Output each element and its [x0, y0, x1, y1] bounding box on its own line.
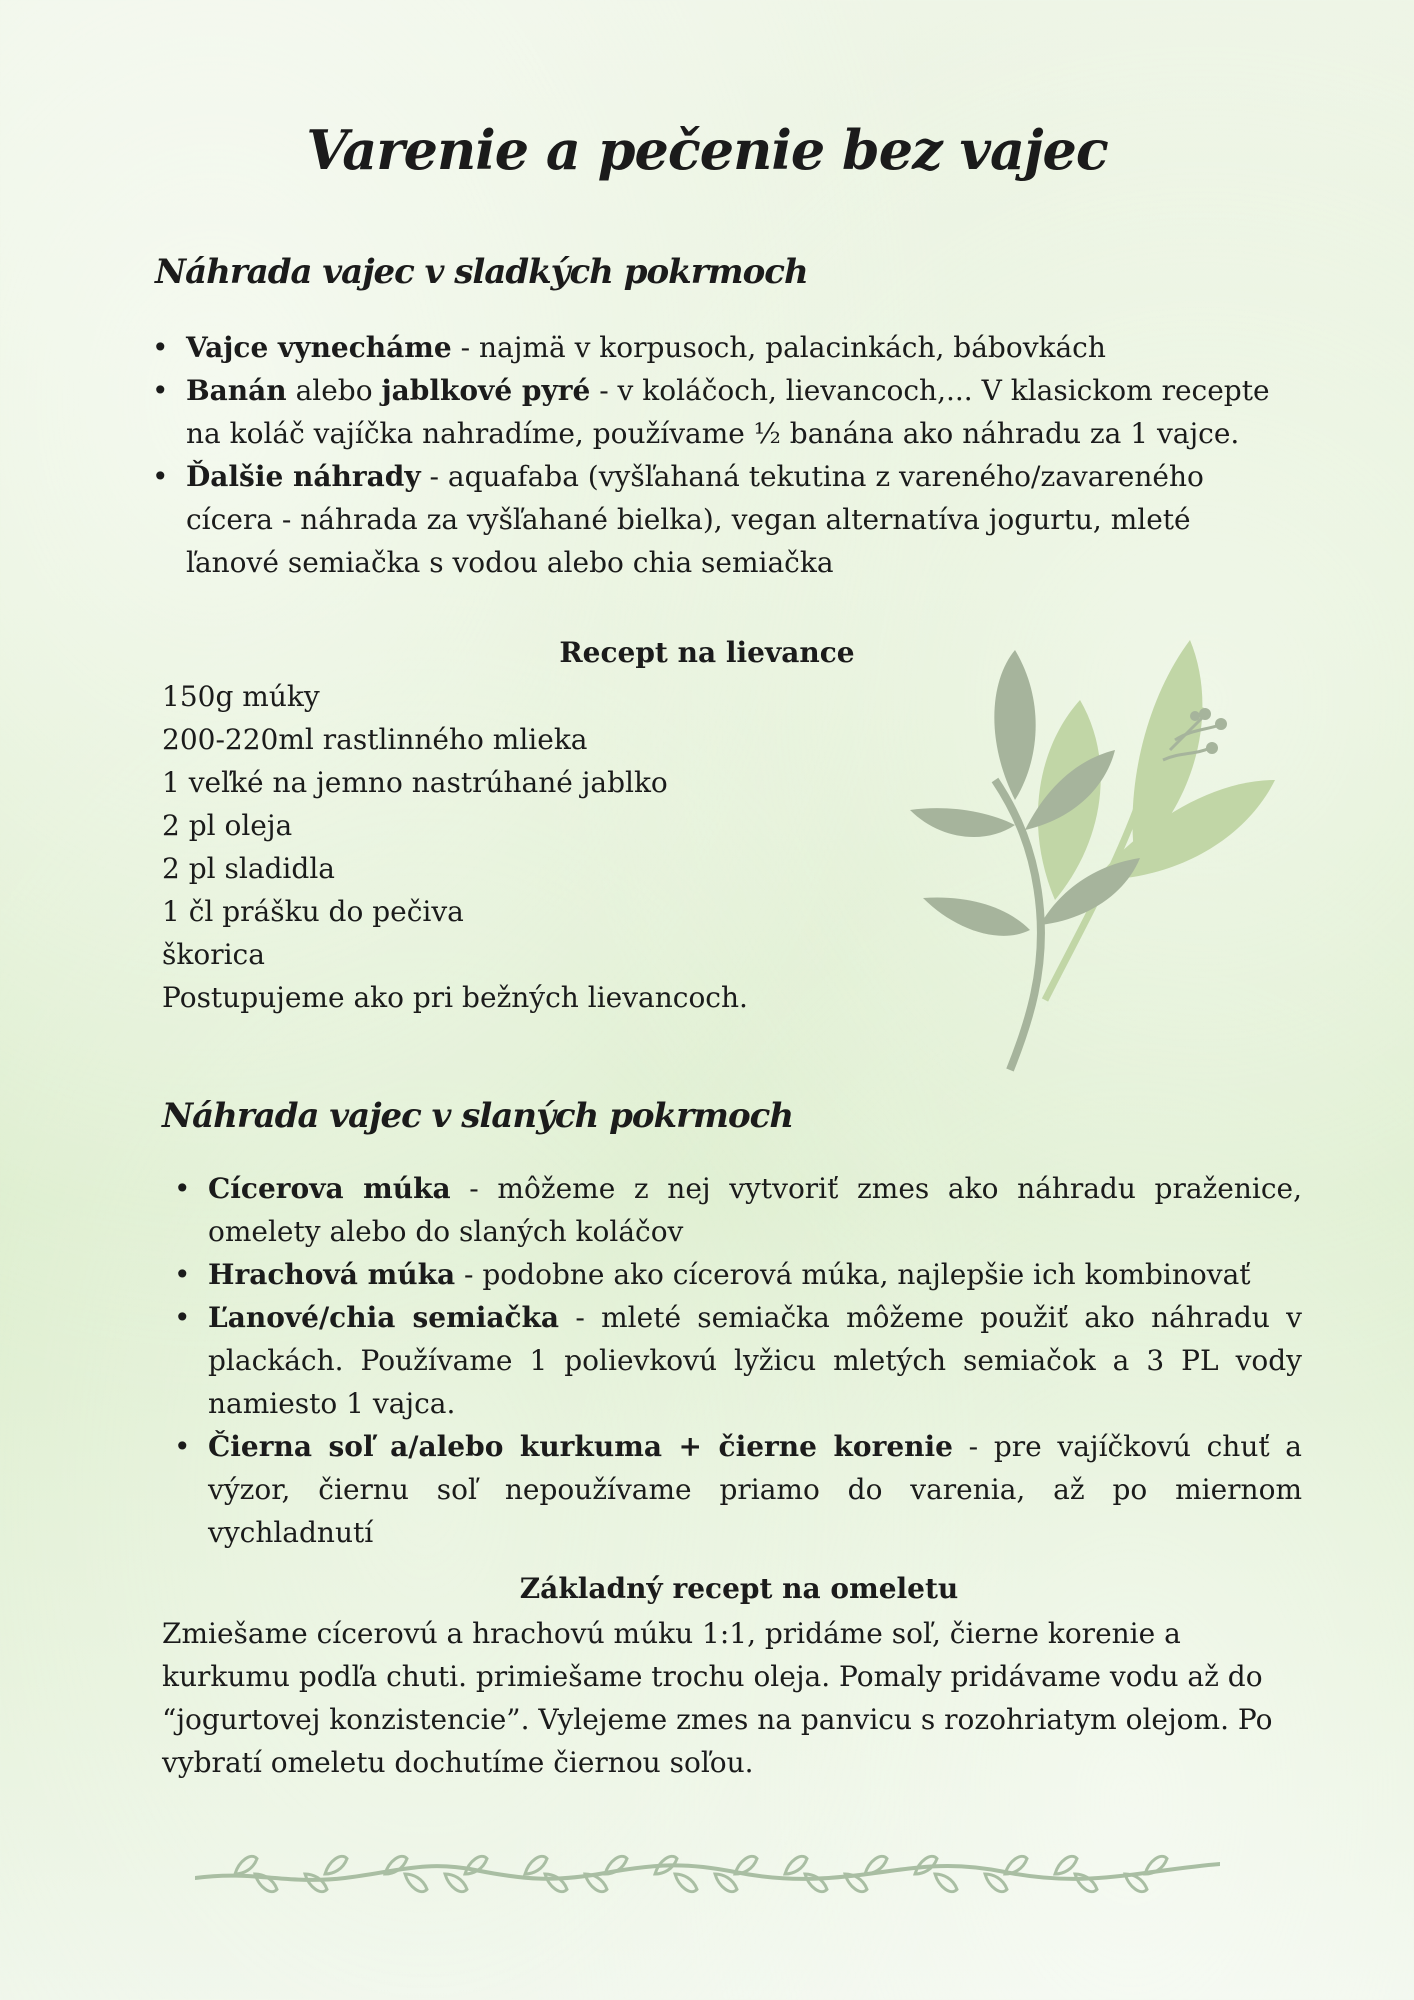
vine-leaf: [785, 1856, 807, 1874]
bullet-icon: •: [152, 331, 169, 364]
list-item: [152, 455, 1271, 584]
item-text: - môžeme z nej vytvoriť zmes ako náhradu praženice, omelety alebo do slaných koláčov: [208, 1172, 1302, 1248]
vine-leaf: [445, 1874, 467, 1892]
bullet-icon: •: [152, 460, 169, 493]
bullet-icon: •: [174, 1301, 191, 1334]
page-title: Varenie a pečenie bez vajec: [306, 118, 1108, 182]
vine-leaf: [305, 1874, 327, 1892]
vine-leaf: [405, 1874, 427, 1892]
bullet-icon: •: [152, 374, 169, 407]
item-text: - podobne ako cícerová múka, najlepšie ich kombinovať: [455, 1258, 1251, 1291]
ingredient-line: Postupujeme ako pri bežných lievancoch.: [162, 981, 748, 1014]
item-term: Cícerova múka: [208, 1172, 451, 1205]
list-item: [174, 1296, 1302, 1425]
ingredient-line: 150g múky: [162, 680, 320, 713]
pancake-ingredients: [162, 675, 748, 1019]
leaf-branch-icon: [905, 640, 1285, 1080]
item-text: - v koláčoch, lievancoch,... V klasickom recepte na koláč vajíčka nahradíme, používame ½ banána ako náhradu za 1 vajce.: [186, 374, 1270, 450]
pancake-recipe-heading: Recept na lievance: [559, 636, 855, 669]
ingredient-line: 2 pl sladidla: [162, 852, 335, 885]
ingredient-line: 1 čl prášku do pečiva: [162, 895, 464, 928]
item-term: Banán: [186, 374, 287, 407]
item-text: - mleté semiačka môžeme použiť ako náhradu v plackách. Používame 1 polievkovú lyžicu mletých semiačok a 3 PL vody namiesto 1 vajca.: [208, 1301, 1302, 1420]
item-term: Hrachová múka: [208, 1258, 456, 1291]
list-item: [174, 1167, 1302, 1253]
item-text: - najmä v korpusoch, palacinkách, bábovkách: [451, 331, 1106, 364]
ingredient-line: 2 pl oleja: [162, 809, 293, 842]
list-item: [174, 1425, 1302, 1554]
bullet-icon: •: [174, 1258, 191, 1291]
vine-leaf: [325, 1856, 347, 1874]
item-term: Ďalšie náhrady: [186, 460, 421, 493]
sweet-list: [152, 326, 1271, 584]
item-term: Ľanové/chia semiačka: [208, 1301, 560, 1334]
ingredient-line: škorica: [162, 938, 265, 971]
item-term: jablkové pyré: [381, 374, 591, 407]
item-term: Čierna soľ a/alebo kurkuma + čierne korenie: [208, 1430, 953, 1463]
ingredient-line: 1 veľké na jemno nastrúhané jablko: [162, 766, 668, 799]
item-text: - pre vajíčkovú chuť a výzor, čiernu soľ nepoužívame priamo do varenia, až po miernom vychladnutí: [208, 1430, 1302, 1549]
vine-leaf: [675, 1874, 697, 1892]
vine-leaf: [985, 1874, 1007, 1892]
vine-leaf: [715, 1874, 737, 1892]
vine-leaf: [235, 1856, 257, 1874]
list-item: [174, 1253, 1302, 1296]
item-text: - aquafaba (vyšľahaná tekutina z vareného/zavareného cícera - náhrada za vyšľahané bielka), vegan alternatíva jogurtu, mleté ľanové semiačka s vodou alebo chia semiačka: [186, 460, 1204, 579]
list-item: [152, 326, 1271, 369]
vine-leaf: [525, 1856, 547, 1874]
sweet-heading: Náhrada vajec v sladkých pokrmoch: [155, 252, 808, 292]
omelette-recipe-text: Zmiešame cícerovú a hrachovú múku 1:1, pridáme soľ, čierne korenie a kurkumu podľa chuti. primiešame trochu oleja. Pomaly pridávame vodu až do “jogurtovej konzistencie”. Vylejeme zmes na panvicu s rozohriatym olejom. Po vybratí omeletu dochutíme čiernou soľou.: [162, 1617, 1273, 1779]
omelette-recipe-heading: Základný recept na omeletu: [519, 1572, 959, 1605]
savory-list: [174, 1167, 1302, 1554]
bullet-icon: •: [174, 1172, 191, 1205]
vine-leaf: [1055, 1856, 1077, 1874]
vine-divider-icon: [195, 1840, 1220, 1910]
item-text: alebo: [286, 374, 382, 407]
item-term: Vajce vynecháme: [186, 331, 452, 364]
list-item: [152, 369, 1271, 455]
vine-leaf: [935, 1874, 957, 1892]
bullet-icon: •: [174, 1430, 191, 1463]
savory-heading: Náhrada vajec v slaných pokrmoch: [162, 1096, 794, 1136]
ingredient-line: 200-220ml rastlinného mlieka: [162, 723, 588, 756]
